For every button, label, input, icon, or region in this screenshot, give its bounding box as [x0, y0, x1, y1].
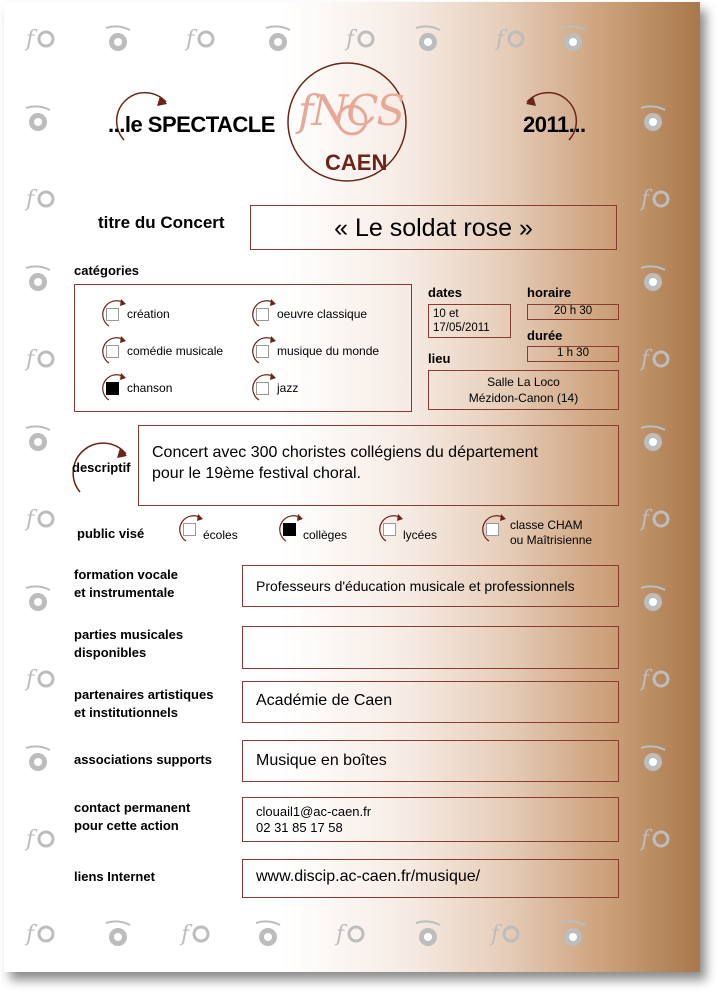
horaire-field[interactable]	[527, 304, 619, 320]
parties-label-line2: disponibles	[74, 645, 147, 660]
public-option-label-line1: classe CHAM	[510, 518, 583, 532]
watermark-logo-icon	[639, 742, 671, 774]
public-option-label-line2: ou Maîtrisienne	[510, 533, 593, 547]
category-label: comédie musicale	[127, 344, 224, 358]
watermark-logo-icon	[24, 662, 56, 694]
watermark-logo-icon	[24, 502, 56, 534]
dates-line2: 17/05/2011	[433, 322, 490, 334]
watermark-logo-icon	[344, 22, 376, 54]
category-checkbox[interactable]	[256, 382, 269, 395]
descriptif-field[interactable]	[138, 425, 619, 506]
logo-city: CAEN	[325, 150, 388, 175]
partenaires-field[interactable]	[242, 681, 619, 723]
public-checkbox[interactable]	[486, 523, 499, 536]
public-label: public visé	[77, 526, 145, 541]
watermark-logo-icon	[489, 917, 521, 949]
duree-field[interactable]	[527, 346, 619, 362]
svg-text:f: f	[641, 347, 650, 372]
contact-label-line1: contact permanent	[74, 800, 191, 815]
associations-field[interactable]	[242, 740, 619, 782]
category-label: jazz	[277, 381, 299, 395]
category-checkbox[interactable]	[256, 308, 269, 321]
svg-text:f: f	[346, 27, 355, 52]
horaire-value: 20 h 30	[553, 305, 593, 317]
contact-phone: 02 31 85 17 58	[256, 820, 343, 835]
title-value: « Le soldat rose »	[334, 214, 533, 242]
lieu-field[interactable]	[428, 370, 619, 410]
formation-label	[74, 566, 178, 602]
public-checkbox[interactable]	[183, 523, 196, 536]
logo-letters: fNCS	[298, 86, 404, 135]
category-checkbox[interactable]	[106, 308, 119, 321]
dates-label: dates	[428, 285, 462, 300]
categories-label: catégories	[74, 263, 140, 278]
watermark-logo-icon	[494, 22, 526, 54]
liens-field[interactable]	[242, 859, 619, 898]
svg-text:f: f	[26, 827, 35, 852]
watermark-logo-icon	[104, 22, 136, 54]
duree-value: 1 h 30	[557, 347, 589, 359]
parties-label	[74, 626, 183, 662]
svg-text:f: f	[641, 507, 650, 532]
formation-label-line1: formation vocale	[74, 567, 179, 582]
category-label: création	[127, 307, 170, 321]
watermark-logo-icon	[24, 342, 56, 374]
categories-box	[74, 284, 412, 412]
parties-field[interactable]	[242, 626, 619, 669]
lieu-line1: Salle La Loco	[487, 375, 560, 389]
watermark-logo-icon	[24, 102, 56, 134]
watermark-logo-icon	[184, 22, 216, 54]
watermark-logo-icon	[24, 917, 56, 949]
watermark-logo-icon	[264, 22, 296, 54]
lieu-label: lieu	[428, 351, 451, 366]
category-label: chanson	[127, 381, 173, 395]
public-option-label: écoles	[203, 528, 238, 542]
category-label: musique du monde	[277, 344, 380, 358]
watermark-logo-icon	[639, 582, 671, 614]
associations-label	[74, 751, 212, 769]
partenaires-label-line1: partenaires artistiques	[74, 687, 214, 702]
liens-label-line1: liens Internet	[74, 869, 155, 884]
svg-text:f: f	[491, 922, 500, 947]
public-checkbox[interactable]	[383, 523, 396, 536]
svg-text:f: f	[181, 922, 190, 947]
contact-field[interactable]	[242, 797, 619, 842]
watermark-logo-icon	[24, 422, 56, 454]
watermark-logo-icon	[639, 182, 671, 214]
year-label: 2011...	[523, 112, 586, 137]
watermark-logo-icon	[179, 917, 211, 949]
watermark-logo-icon	[559, 22, 591, 54]
fncs-logo	[282, 62, 412, 187]
svg-text:f: f	[641, 667, 650, 692]
watermark-logo-icon	[24, 182, 56, 214]
svg-text:f: f	[641, 187, 650, 212]
watermark-logo-icon	[639, 422, 671, 454]
svg-text:f: f	[496, 27, 505, 52]
svg-text:f: f	[336, 922, 345, 947]
svg-text:f: f	[26, 507, 35, 532]
svg-text:f: f	[186, 27, 195, 52]
svg-text:f: f	[26, 187, 35, 212]
watermark-logo-icon	[559, 917, 591, 949]
dates-field[interactable]	[428, 304, 511, 338]
svg-text:f: f	[26, 347, 35, 372]
category-label: oeuvre classique	[277, 307, 368, 321]
lieu-line2: Mézidon-Canon (14)	[468, 391, 579, 405]
parties-label-line1: parties musicales	[74, 627, 184, 642]
title-field[interactable]	[250, 205, 617, 250]
watermark-logo-icon	[24, 22, 56, 54]
descriptif-label: descriptif	[72, 460, 131, 475]
descriptif-line1: Concert avec 300 choristes collégiens du département	[152, 444, 538, 461]
svg-text:f: f	[26, 922, 35, 947]
contact-label	[74, 799, 190, 835]
horaire-label: horaire	[527, 285, 572, 300]
category-checkbox[interactable]	[106, 345, 119, 358]
watermark-logo-icon	[639, 502, 671, 534]
watermark-logo-icon	[414, 22, 446, 54]
form-sheet	[4, 2, 700, 972]
partenaires-label-line2: et institutionnels	[74, 705, 178, 720]
duree-label: durée	[527, 328, 563, 343]
partenaires-label	[74, 686, 213, 722]
formation-field[interactable]	[242, 565, 619, 607]
watermark-logo-icon	[104, 917, 136, 949]
watermark-logo-icon	[24, 742, 56, 774]
svg-text:f: f	[641, 827, 650, 852]
watermark-logo-icon	[639, 342, 671, 374]
associations-value: Musique en boîtes	[256, 752, 387, 769]
watermark-logo-icon	[639, 662, 671, 694]
category-checkbox[interactable]	[256, 345, 269, 358]
public-checkbox[interactable]	[283, 523, 296, 536]
public-option-label	[510, 518, 592, 548]
watermark-logo-icon	[24, 822, 56, 854]
category-checkbox[interactable]	[106, 382, 119, 395]
formation-label-line2: et instrumentale	[74, 585, 175, 600]
watermark-logo-icon	[24, 582, 56, 614]
partenaires-value: Académie de Caen	[256, 692, 393, 709]
public-option-label: collèges	[303, 528, 348, 542]
contact-label-line2: pour cette action	[74, 818, 179, 833]
descriptif-line2: pour le 19ème festival choral.	[152, 465, 361, 482]
formation-value: Professeurs d'éducation musicale et professionnels	[256, 578, 575, 594]
watermark-logo-icon	[639, 262, 671, 294]
svg-text:f: f	[26, 27, 35, 52]
svg-text:f: f	[26, 667, 35, 692]
watermark-logo-icon	[24, 262, 56, 294]
liens-value: www.discip.ac-caen.fr/musique/	[256, 868, 481, 885]
dates-line1: 10 et	[433, 308, 459, 320]
watermark-logo-icon	[639, 102, 671, 134]
liens-label	[74, 868, 155, 886]
watermark-logo-icon	[414, 917, 446, 949]
title-label: titre du Concert	[98, 213, 225, 232]
contact-email: clouail1@ac-caen.fr	[256, 804, 372, 819]
watermark-logo-icon	[254, 917, 286, 949]
spectacle-label: ...le SPECTACLE	[108, 112, 275, 137]
public-option-label: lycées	[403, 528, 438, 542]
watermark-logo-icon	[334, 917, 366, 949]
associations-label-line1: associations supports	[74, 752, 212, 767]
watermark-logo-icon	[639, 822, 671, 854]
